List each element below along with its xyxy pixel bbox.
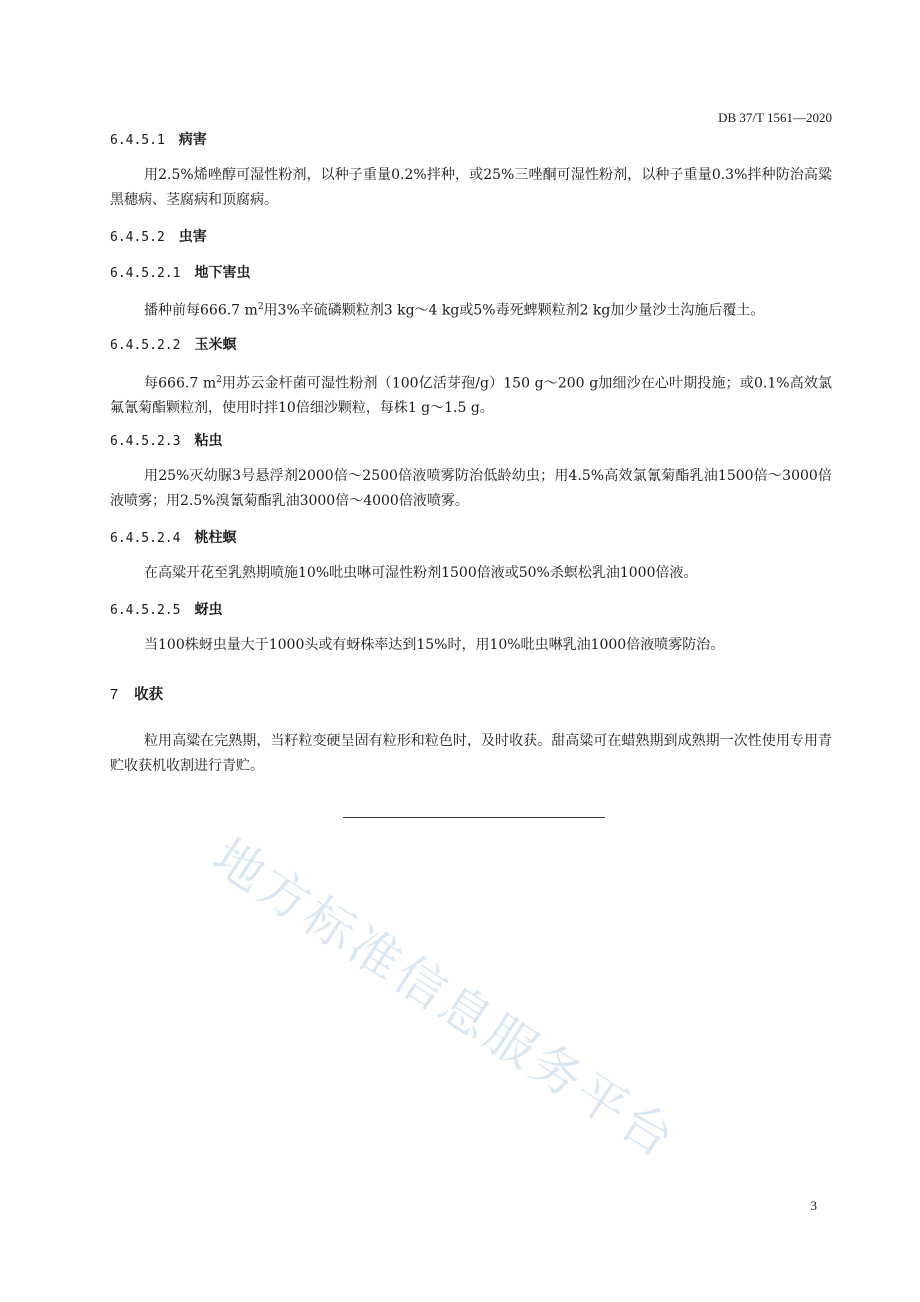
text-run: 播种前每666.7 m [144, 302, 258, 319]
section-heading-6-4-5-2-4 [110, 527, 236, 547]
section-title: 桃柱螟 [194, 530, 237, 546]
paragraph-peach-borer: 在高粱开花至乳熟期喷施10%吡虫啉可湿性粉剂1500倍液或50%杀螟松乳油1000倍液。 [144, 565, 698, 581]
section-number: 6.4.5.2.5 [110, 603, 181, 618]
superscript: 2 [257, 302, 264, 312]
text-run: 用苏云金杆菌可湿性粉剂（100亿活芽孢/g）150 g～200 g加细沙在心叶期投施；或0.1%高效氯氟氰菊酯颗粒剂，使用时拌10倍细沙颗粒，每株1 g～1.5 g。 [110, 375, 832, 417]
chapter-title: 收获 [134, 686, 164, 703]
paragraph-armyworm: 用25%灭幼脲3号悬浮剂2000倍～2500倍液喷雾防治低龄幼虫；用4.5%高效氯氰菊酯乳油1500倍～3000倍液喷雾；用2.5%溴氰菊酯乳油3000倍～4000倍液喷雾。 [110, 468, 832, 509]
section-heading-6-4-5-2-1 [110, 262, 250, 282]
section-number: 6.4.5.1 [110, 133, 165, 148]
section-heading-6-4-5-1 [110, 129, 207, 149]
chapter-heading-harvest [110, 683, 163, 704]
section-number: 6.4.5.2.1 [110, 266, 181, 281]
end-divider [343, 817, 605, 818]
section-number: 6.4.5.2.2 [110, 338, 181, 353]
paragraph-corn-borer [110, 368, 832, 421]
paragraph-disease: 用2.5%烯唑醇可湿性粉剂，以种子重量0.2%拌种，或25%三唑酮可湿性粉剂，以种子重量0.3%拌种防治高粱黑穗病、茎腐病和顶腐病。 [110, 167, 832, 208]
text-run: 用3%辛硫磷颗粒剂3 kg～4 kg或5%毒死蜱颗粒剂2 kg加少量沙土沟施后覆土。 [263, 302, 765, 319]
chapter-number: 7 [110, 687, 119, 703]
text-run: 每666.7 m [144, 375, 217, 392]
section-title: 蚜虫 [194, 602, 223, 618]
standard-code: DB 37/T 1561—2020 [718, 110, 832, 125]
section-heading-6-4-5-2-3 [110, 430, 222, 450]
superscript: 2 [216, 375, 222, 385]
section-title: 地下害虫 [194, 265, 251, 281]
watermark: 地方标准信息服务平台 [202, 827, 687, 1170]
section-number: 6.4.5.2.3 [110, 434, 181, 449]
section-heading-6-4-5-2-5 [110, 599, 222, 619]
section-heading-6-4-5-2-2 [110, 334, 236, 354]
section-title: 虫害 [178, 229, 207, 245]
section-title: 粘虫 [194, 433, 223, 449]
section-number: 6.4.5.2 [110, 230, 165, 245]
section-title: 病害 [178, 132, 207, 148]
paragraph-underground-pests [110, 295, 832, 323]
section-title: 玉米螟 [194, 337, 237, 353]
paragraph-harvest: 粒用高粱在完熟期，当籽粒变硬呈固有粒形和粒色时，及时收获。甜高粱可在蜡熟期到成熟期一次性使用专用青贮收获机收割进行青贮。 [110, 733, 832, 774]
section-number: 6.4.5.2.4 [110, 531, 181, 546]
section-heading-6-4-5-2 [110, 226, 207, 246]
paragraph-aphid: 当100株蚜虫量大于1000头或有蚜株率达到15%时，用10%吡虫啉乳油1000倍液喷雾防治。 [144, 637, 725, 653]
page-number: 3 [810, 1198, 817, 1213]
